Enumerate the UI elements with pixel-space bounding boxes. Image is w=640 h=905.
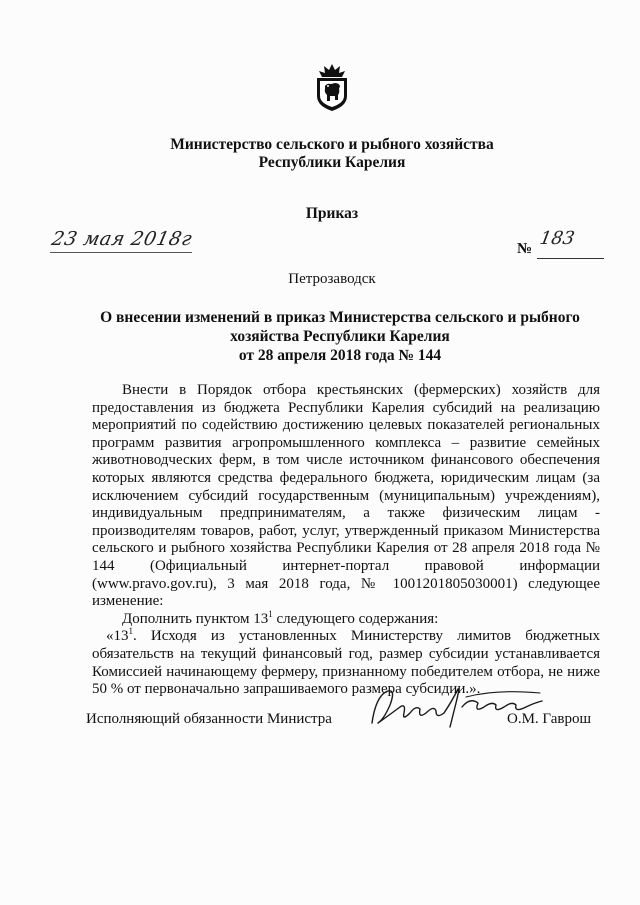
order-number-underline [537,258,604,259]
handwritten-order-number: 183 [538,228,577,249]
body-paragraph-main: Внести в Порядок отбора крестьянских (фермерских) хозяйств для предоставления из бюджета Республики Карелия субсидий на реализацию мероприятий по содействию достижению целевых показателей региональных программ развития агропромышленного комплекса – развитие семейных животноводческих ферм, в том числе источником финансового обеспечения которых являются средства федерального бюджета, юридическим лицам (за исключением субсидий государственным (муниципальным) учреждениям), индивидуальным предпринимателям, а также физическим лицам - производителям товаров, работ, услуг, утвержденный приказом Министерства сельского и рыбного хозяйства Республики Карелия от 28 апреля 2018 года № 144 (Официальный интернет-портал правовой информации (www.pravo.gov.ru), 3 мая 2018 года, № 1001201805030001) следующее изменение: [92,382,600,610]
addition-text-after: следующего содержания: [272,610,439,627]
quote-superscript: 1 [128,626,133,637]
karelia-coat-of-arms-icon [313,62,351,112]
subject-line3: от 28 апреля 2018 года № 144 [238,347,442,364]
addition-text-before: Дополнить пунктом 13 [122,610,269,627]
ministry-name-line2: Республики Карелия [258,154,406,171]
date-underline [50,252,192,253]
order-number-label: № [517,241,533,257]
signer-name: О.М. Гаврош [507,711,592,727]
order-title: Приказ [305,205,359,222]
handwritten-date: 23 мая 2018г [49,228,195,250]
body-paragraph-addition [92,608,600,629]
subject-line1: О внесении изменений в приказ Министерства сельского и рыбного [100,309,580,326]
order-body [92,382,600,699]
city-name: Петрозаводск [288,271,376,287]
quote-text-after: . Исходя из установленных Министерству лимитов бюджетных обязательств на текущий финансовый год, размер субсидии устанавливается Комиссией начинающему фермеру, признанному победителем отбора, не ниже 50 % от первоначально запрашиваемого размера субсидии.». [92,628,600,698]
ministry-name-line1: Министерство сельского и рыбного хозяйства [170,136,494,153]
quote-text-before: «13 [106,628,129,645]
signer-title: Исполняющий обязанности Министра [86,711,332,727]
subject-line2: хозяйства Республики Карелия [230,328,450,345]
addition-superscript: 1 [268,608,273,619]
